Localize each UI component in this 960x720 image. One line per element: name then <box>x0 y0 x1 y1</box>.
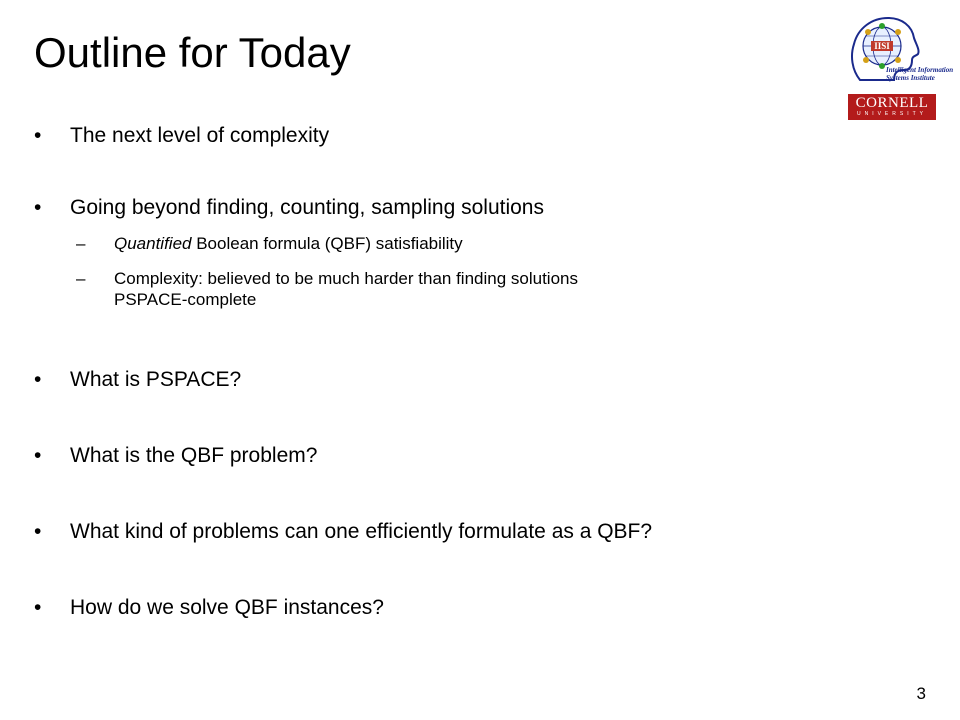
slide-title: Outline for Today <box>34 29 351 76</box>
sub-bullet-text <box>114 233 463 254</box>
iiss-name-line2: Systems Institute <box>886 74 935 82</box>
bullet-text: What is PSPACE? <box>70 368 242 391</box>
iiss-name-line1: Intelligent Information <box>886 66 954 74</box>
bullet-dot: • <box>34 444 42 467</box>
page-number: 3 <box>916 684 926 703</box>
sub-bullet-rest: Boolean formula (QBF) satisfiability <box>191 234 463 253</box>
sub-bullet-line1: Complexity: believed to be much harder than finding solutions <box>114 269 578 288</box>
bullet-text: The next level of complexity <box>70 124 330 147</box>
sub-bullet-dash: – <box>76 234 86 253</box>
cornell-logo-sub: UNIVERSITY <box>856 111 927 117</box>
bullet-dot: • <box>34 520 42 543</box>
bullet-dot: • <box>34 596 42 619</box>
bullet-text: What kind of problems can one efficiently formulate as a QBF? <box>70 520 653 543</box>
cornell-logo-main: CORNELL <box>855 95 929 111</box>
iiss-acronym: IISI <box>874 41 890 51</box>
sub-bullet-line2: PSPACE-complete <box>114 290 257 309</box>
bullet-dot: • <box>34 124 42 147</box>
bullet-text: What is the QBF problem? <box>70 444 318 467</box>
bullet-dot: • <box>34 196 42 219</box>
bullet-text: Going beyond finding, counting, sampling solutions <box>70 196 544 219</box>
bullet-text: How do we solve QBF instances? <box>70 596 384 619</box>
bullet-dot: • <box>34 368 42 391</box>
sub-bullet-italic: Quantified <box>114 234 192 253</box>
sub-bullet-dash: – <box>76 269 86 288</box>
